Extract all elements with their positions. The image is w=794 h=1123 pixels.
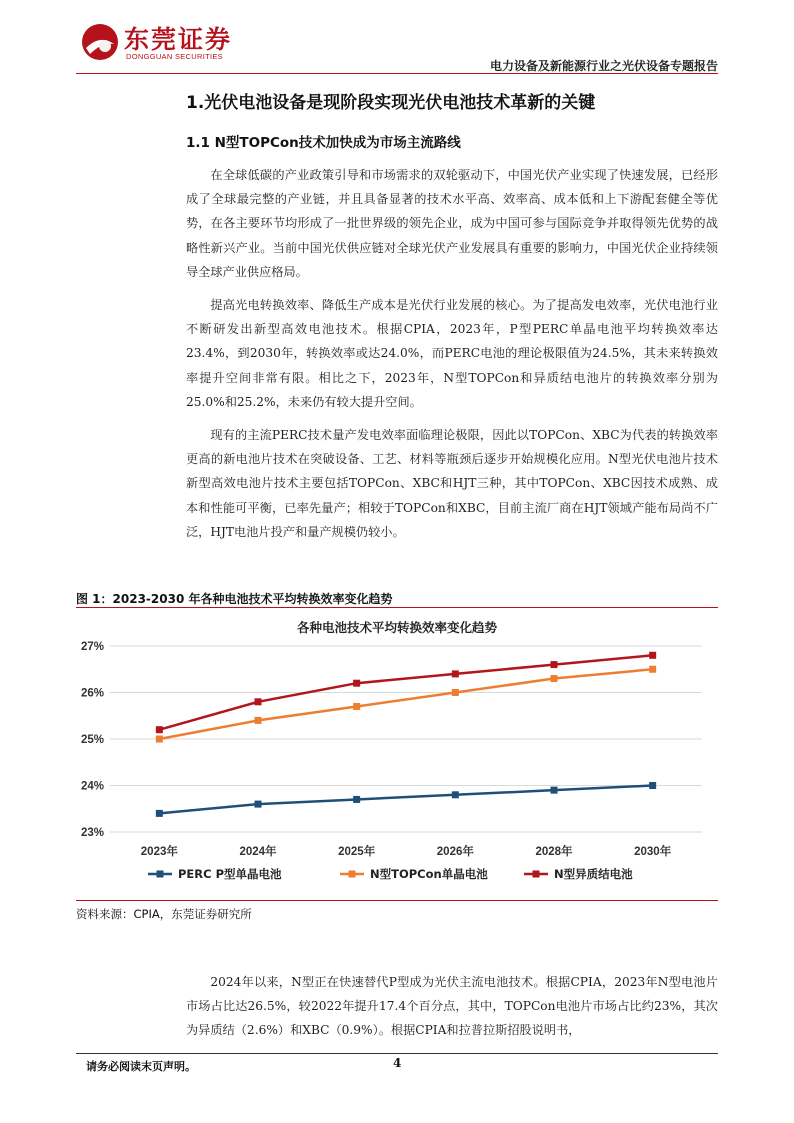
legend-marker xyxy=(533,871,540,878)
company-logo-icon xyxy=(80,22,120,62)
header-divider xyxy=(76,73,718,74)
x-tick-label: 2023年 xyxy=(140,846,178,858)
data-point xyxy=(255,698,262,705)
data-point xyxy=(551,661,558,668)
x-tick-label: 2025年 xyxy=(338,846,376,858)
data-point xyxy=(551,787,558,794)
subsection-heading: 1.1 N型TOPCon技术加快成为市场主流路线 xyxy=(186,135,461,151)
data-point xyxy=(353,680,360,687)
x-tick-label: 2028年 xyxy=(535,846,573,858)
legend-label: N型TOPCon单晶电池 xyxy=(370,867,488,881)
x-tick-label: 2024年 xyxy=(239,846,277,858)
paragraph: 2024年以来，N型正在快速替代P型成为光伏主流电池技术。根据CPIA，2023年N型电池片市场占比达26.5%，较2022年提升17.4个百分点，其中，TOPCon电池片市场占比约23%，其次为异质结（2.6%）和XBC（0.9%）。根据CPIA和拉普拉斯招股说明书， xyxy=(186,975,718,1038)
logo-english-name: DONGGUAN SECURITIES xyxy=(126,52,223,61)
data-point xyxy=(551,675,558,682)
legend-marker xyxy=(157,871,164,878)
report-title: 电力设备及新能源行业之光伏设备专题报告 xyxy=(489,59,718,73)
y-tick-label: 25% xyxy=(80,734,104,746)
x-tick-label: 2026年 xyxy=(436,846,474,858)
y-tick-label: 23% xyxy=(80,827,104,839)
data-point xyxy=(156,726,163,733)
figure-caption: 图 1：2023-2030 年各种电池技术平均转换效率变化趋势 xyxy=(76,592,393,606)
legend-label: N型异质结电池 xyxy=(554,867,633,881)
y-tick-label: 26% xyxy=(80,687,104,700)
data-point xyxy=(649,782,656,789)
paragraph: 在全球低碳的产业政策引导和市场需求的双轮驱动下，中国光伏产业实现了快速发展，已经形成了全球最完整的产业链，并且具备显著的技术水平高、效率高、成本低和上下游配套健全等优势，在各主要环节均形成了一批世界级的领先企业，成为中国可参与国际竞争并取得领先优势的战略性新兴产业。当前中国光伏供应链对全球光伏产业发展具有重要的影响力，中国光伏企业持续领导全球产业供应格局。 xyxy=(186,168,718,279)
legend-marker xyxy=(349,871,356,878)
y-tick-label: 27% xyxy=(80,641,104,653)
x-tick-label: 2030年 xyxy=(634,846,672,858)
data-point xyxy=(452,689,459,696)
data-point xyxy=(353,796,360,803)
legend-label: PERC P型单晶电池 xyxy=(178,867,282,881)
y-tick-label: 24% xyxy=(80,780,104,793)
data-point xyxy=(255,717,262,724)
data-point xyxy=(353,703,360,710)
data-point xyxy=(156,736,163,743)
logo-chinese-name: 东莞证券 xyxy=(124,25,233,54)
data-point xyxy=(649,666,656,673)
paragraph: 提高光电转换效率、降低生产成本是光伏行业发展的核心。为了提高发电效率，光伏电池行业不断研发出新型高效电池技术。根据CPIA，2023年，P型PERC单晶电池平均转换效率达23.4%，到2030年，转换效率或达24.0%，而PERC电池的理论极限值为24.5%，其未来转换效率提升空间非常有限。相比之下，2023年，N型TOPCon和异质结电池片的转换效率分别为25.0%和25.2%，未来仍有较大提升空间。 xyxy=(186,298,718,409)
paragraph: 现有的主流PERC技术量产发电效率面临理论极限，因此以TOPCon、XBC为代表的转换效率更高的新电池片技术在突破设备、工艺、材料等瓶颈后逐步开始规模化应用。N型光伏电池片技术新型高效电池片技术主要包括TOPCon、XBC和HJT三种，其中TOPCon、XBC因技术成熟、成本和性能可平衡，已率先量产；相较于TOPCon和XBC，目前主流厂商在HJT领域产能布局尚不广泛，HJT电池片投产和量产规模仍较小。 xyxy=(186,428,718,539)
chart-title: 各种电池技术平均转换效率变化趋势 xyxy=(296,620,498,635)
figure-source: 资料来源：CPIA，东莞证券研究所 xyxy=(76,907,252,921)
data-point xyxy=(255,801,262,808)
data-point xyxy=(649,652,656,659)
data-point xyxy=(156,810,163,817)
footer-disclaimer: 请务必阅读末页声明。 xyxy=(86,1060,196,1073)
data-point xyxy=(452,670,459,677)
section-heading: 1.光伏电池设备是现阶段实现光伏电池技术革新的关键 xyxy=(186,93,596,113)
series-line xyxy=(159,786,652,814)
footer-divider xyxy=(76,1053,718,1054)
figure-bottom-divider xyxy=(76,900,718,901)
data-point xyxy=(452,791,459,798)
page-number: 4 xyxy=(393,1056,402,1070)
line-chart xyxy=(76,608,718,900)
